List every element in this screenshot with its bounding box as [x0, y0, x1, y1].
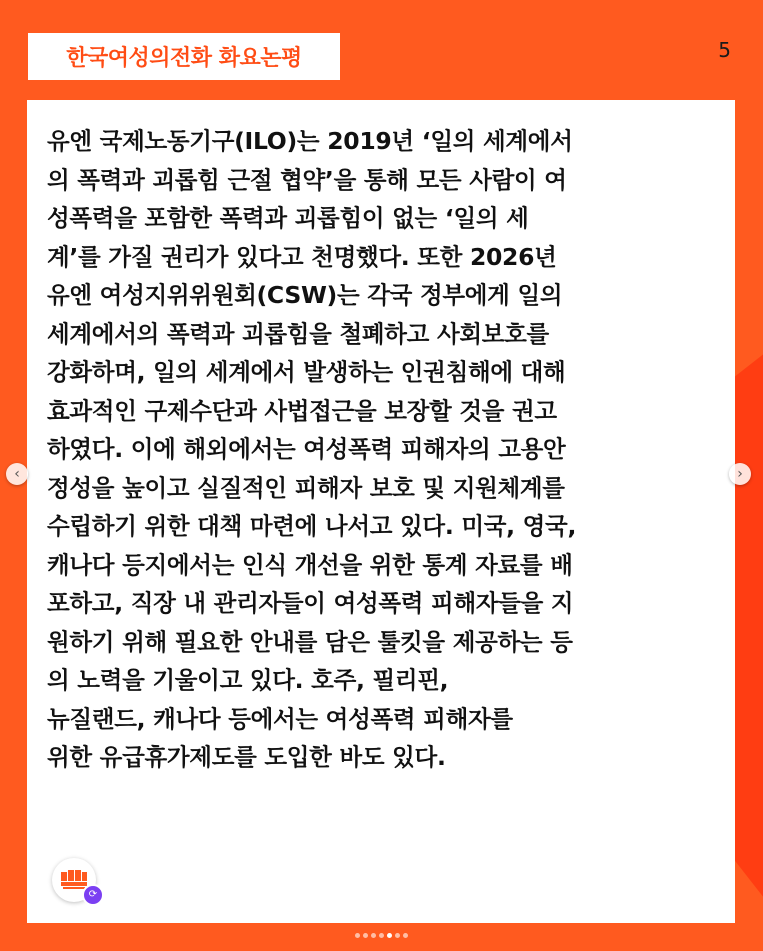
chevron-right-icon[interactable]: ›: [729, 463, 751, 485]
carousel-dot[interactable]: [403, 933, 408, 938]
carousel-dots: [0, 933, 763, 938]
carousel-dot[interactable]: [395, 933, 400, 938]
content-card: [27, 100, 735, 923]
page-number: 5: [718, 38, 731, 62]
carousel-dot[interactable]: [379, 933, 384, 938]
header-tag: [28, 33, 340, 80]
fist-logo-icon: [649, 845, 733, 923]
carousel-dot[interactable]: [387, 933, 392, 938]
repost-badge-icon: ⟳: [82, 884, 104, 906]
header-title: 한국여성의전화 화요논평: [66, 46, 302, 71]
carousel-dot[interactable]: [355, 933, 360, 938]
carousel-dot[interactable]: [371, 933, 376, 938]
chevron-left-icon[interactable]: ‹: [6, 463, 28, 485]
body-text: 유엔 국제노동기구(ILO)는 2019년 ‘일의 세계에서 의 폭력과 괴롭힘 근절 협약’을 통해 모든 사람이 여 성폭력을 포함한 폭력과 괴롭힘이 없는 ‘일의 세 계’를 가질 권리가 있다고 천명했다. 또한 2026년 유엔 여성지위위원회(CSW)는 각국 정부에게 일의 세계에서의 폭력과 괴롭힘을 철폐하고 사회보호를 강화하며, 일의 세계에서 발생하는 인권침해에 대해 효과적인 구제수단과 사법접근을 보장할 것을 권고 하였다. 이에 해외에서는 여성폭력 피해자의 고용안 정성을 높이고 실질적인 피해자 보호 및 지원체계를 수립하기 위한 대책 마련에 나서고 있다. 미국, 영국, 캐나다 등지에서는 인식 개선을 위한 통계 자료를 배 포하고, 직장 내 관리자들이 여성폭력 피해자들을 지 원하기 위해 필요한 안내를 담은 툴킷을 제공하는 등 의 노력을 기울이고 있다. 호주, 필리핀, 뉴질랜드, 캐나다 등에서는 여성폭력 피해자를 위한 유급휴가제도를 도입한 바도 있다.: [47, 127, 577, 771]
carousel-dot[interactable]: [363, 933, 368, 938]
